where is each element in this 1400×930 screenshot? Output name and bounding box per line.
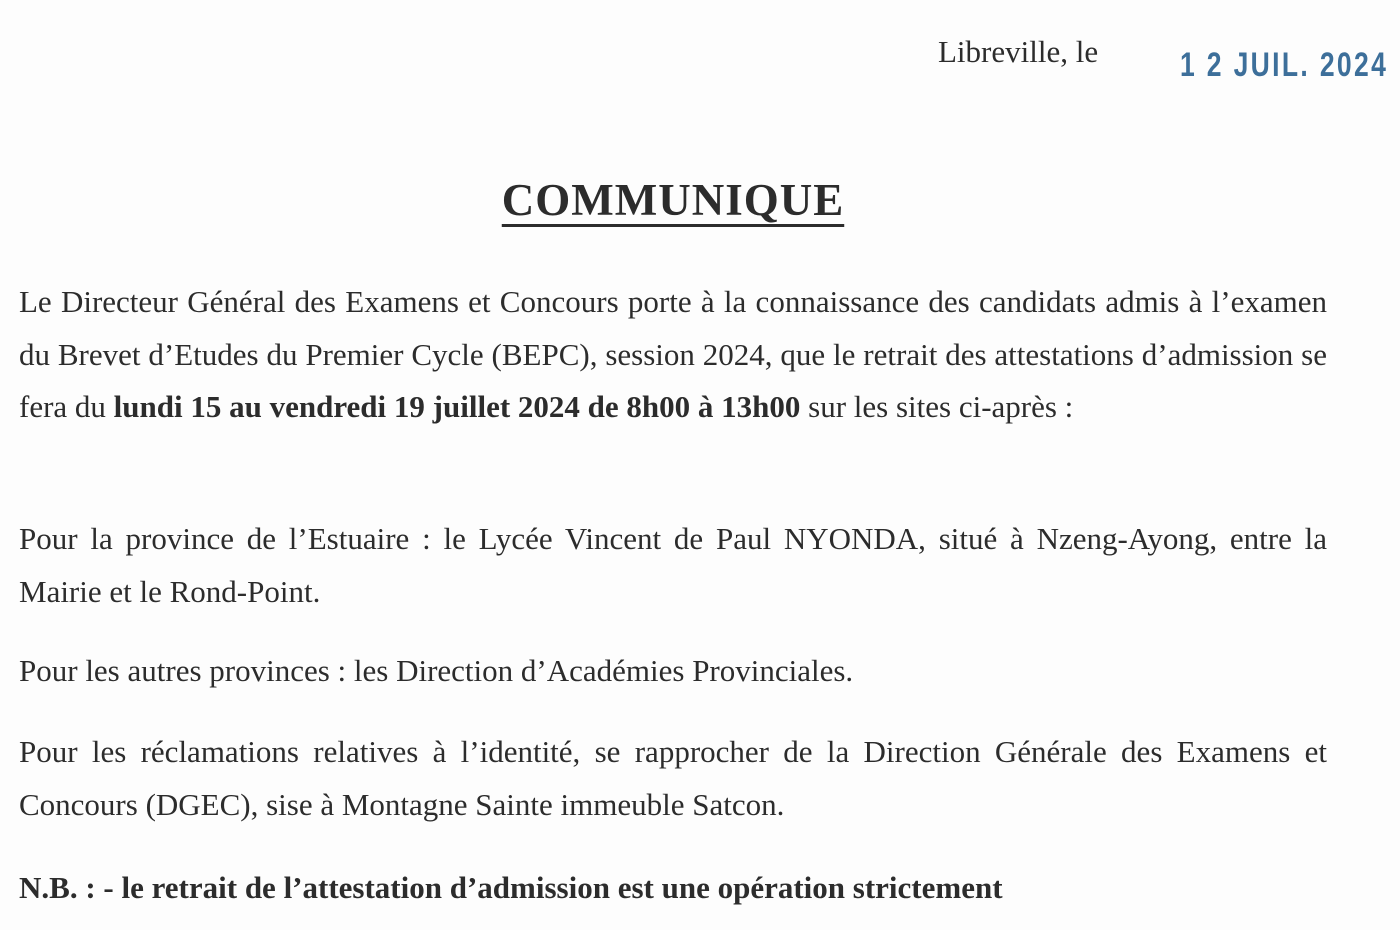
intro-text-start: Le Directeur Général des Examens et Concours porte à la connaissance des candidats admis à l’examen du Brevet d’Etudes du Premier Cycle (BEPC), session 2024, que le retrait des attestations d’admission se fera du — [19, 284, 1327, 424]
note-text: - le retrait de l’attestation d’admission est une opération strictement — [95, 870, 1003, 905]
intro-paragraph — [19, 276, 1327, 434]
date-stamp: 1 2 JUIL. 2024 — [1180, 46, 1389, 84]
other-provinces-paragraph: Pour les autres provinces : les Direction d’Académies Provinciales. — [19, 653, 854, 688]
intro-dates-bold: lundi 15 au vendredi 19 juillet 2024 de 8h00 à 13h00 — [113, 389, 801, 424]
note-label: N.B. : — [19, 870, 96, 905]
claims-paragraph: Pour les réclamations relatives à l’identité, se rapprocher de la Direction Générale des Examens et Concours (DGEC), sise à Montagne Sainte immeuble Satcon. — [19, 734, 1327, 822]
place-date-line: Libreville, le — [938, 34, 1099, 69]
document-title: COMMUNIQUE — [501, 175, 845, 225]
intro-text-end: sur les sites ci-après : — [800, 389, 1074, 424]
estuaire-paragraph: Pour la province de l’Estuaire : le Lycée Vincent de Paul NYONDA, situé à Nzeng-Ayong, entre la Mairie et le Rond-Point. — [19, 521, 1327, 609]
note-paragraph — [19, 862, 1319, 914]
